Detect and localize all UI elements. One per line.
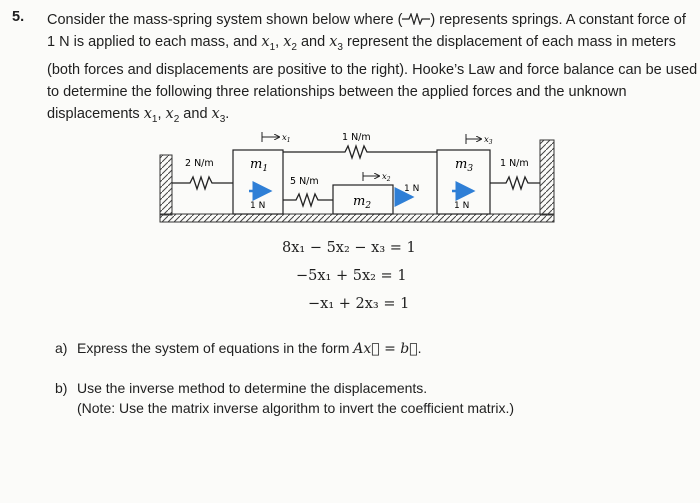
intro-line-3: (both forces and displacements are positive to the right). Hooke’s Law and force balance can be used bbox=[47, 61, 698, 78]
spring-middle-label: 5 N/m bbox=[290, 176, 319, 187]
force-label-2: 1 N bbox=[404, 184, 420, 194]
spring-left-label: 2 N/m bbox=[185, 158, 214, 169]
question-number: 5. bbox=[12, 9, 25, 25]
displacement-x1 bbox=[262, 132, 291, 144]
spring-right bbox=[490, 177, 540, 189]
mass-m3-label: $m_3$ bbox=[455, 157, 474, 174]
left-wall bbox=[160, 155, 172, 215]
spring-top bbox=[283, 146, 437, 158]
part-b-note: (Note: Use the matrix inverse algorithm to invert the coefficient matrix.) bbox=[77, 400, 515, 416]
force-label-1: 1 N bbox=[250, 201, 266, 211]
intro-line-4: to determine the following three relationships between the applied forces and the unknown bbox=[47, 83, 627, 100]
svg-text:x3: $x_3$ bbox=[484, 135, 493, 146]
displacement-x2 bbox=[363, 172, 391, 183]
equation-1: 8x₁ − 5x₂ − x₃ = 1 bbox=[282, 240, 416, 256]
force-label-3: 1 N bbox=[454, 201, 470, 211]
right-wall bbox=[540, 140, 554, 215]
part-b-label: b) bbox=[55, 380, 68, 396]
equation-2: −5x₁ + 5x₂ = 1 bbox=[296, 268, 407, 284]
svg-text:x1: $x_1$ bbox=[282, 133, 291, 144]
mass-spring-diagram bbox=[0, 0, 700, 240]
part-a-text: Express the system of equations in the form Ax⃗ = b⃗. bbox=[77, 340, 422, 357]
spring-left bbox=[172, 177, 233, 189]
spring-middle bbox=[283, 194, 333, 206]
intro-line-2: 1 N is applied to each mass, and $x_1$, $x_2$ and $x_3$ represent the displacement of each mass in meters bbox=[47, 34, 676, 53]
part-a-label: a) bbox=[55, 340, 68, 356]
mass-m2-label: $m_2$ bbox=[353, 194, 372, 211]
part-b-text: Use the inverse method to determine the displacements. bbox=[77, 380, 428, 396]
floor bbox=[160, 214, 554, 222]
intro-line-5: displacements $x_1$, $x_2$ and $x_3$. bbox=[47, 105, 230, 125]
mass-m1-label: $m_1$ bbox=[250, 157, 269, 174]
intro-line-1: Consider the mass-spring system shown below where ( ) represents springs. A constant force of bbox=[47, 12, 686, 28]
spring-top-label: 1 N/m bbox=[342, 132, 371, 143]
displacement-x3 bbox=[466, 134, 493, 146]
svg-text:x2: $x_2$ bbox=[382, 172, 391, 183]
equation-3: −x₁ + 2x₃ = 1 bbox=[308, 296, 410, 312]
spring-right-label: 1 N/m bbox=[500, 158, 529, 169]
